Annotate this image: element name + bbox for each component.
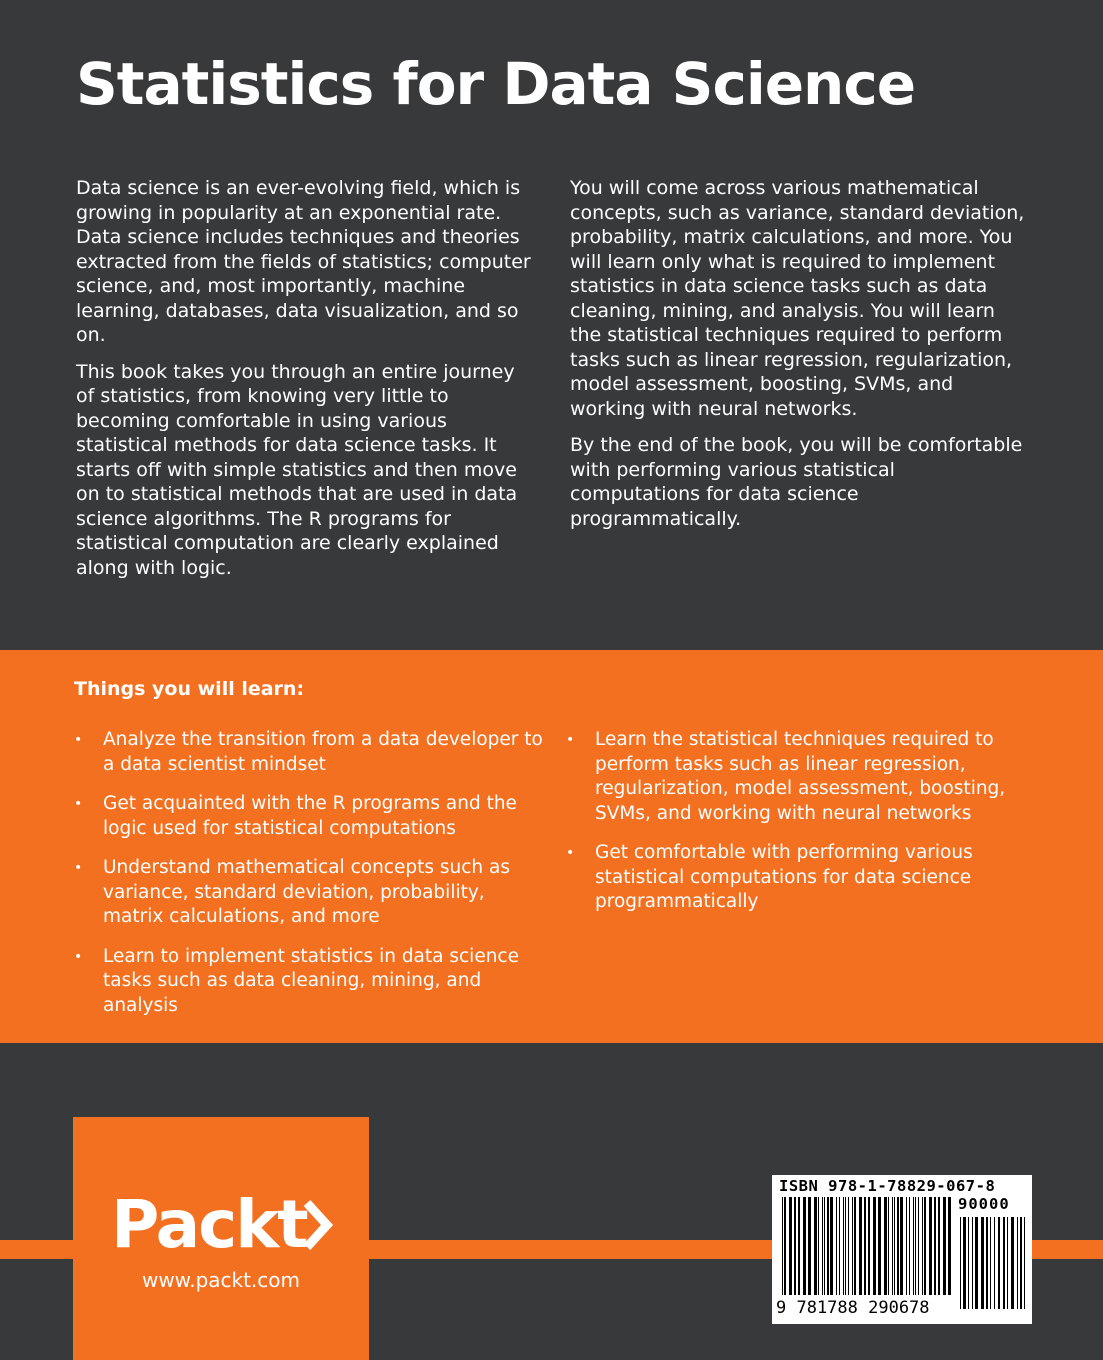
barcode-bar	[894, 1197, 895, 1295]
barcode-bar	[859, 1197, 862, 1295]
ean-digits: 9 781788 290678	[776, 1298, 930, 1318]
learn-heading: Things you will learn:	[74, 678, 305, 700]
learn-list-right	[566, 728, 1046, 930]
list-item-text: Learn to implement statistics in data science tasks such as data cleaning, mining, and analysis	[103, 945, 519, 1016]
barcode-bar	[929, 1197, 932, 1295]
barcode-bar	[843, 1197, 844, 1295]
description-paragraph: By the end of the book, you will be comfortable with performing various statistical computations for data science programmatically.	[570, 434, 1023, 530]
barcode-bar	[922, 1197, 923, 1295]
description-left-column	[76, 176, 536, 592]
barcode-bar	[854, 1197, 856, 1295]
barcode-bar	[1011, 1217, 1014, 1309]
isbn-number: ISBN 978-1-78829-067-8	[779, 1177, 996, 1195]
barcode-bar	[986, 1217, 988, 1309]
barcode-bar	[808, 1197, 811, 1295]
barcode-bar	[998, 1217, 1000, 1309]
barcode-bar	[938, 1197, 940, 1295]
barcode-bar	[803, 1197, 806, 1295]
barcode-bar	[972, 1217, 973, 1309]
barcode-bar	[981, 1217, 984, 1309]
barcode-bar	[934, 1197, 936, 1295]
bullet-icon: •	[74, 796, 83, 812]
barcode-bar	[784, 1197, 786, 1295]
barcode-bar	[960, 1217, 961, 1309]
bullet-icon: •	[74, 948, 83, 965]
barcode-bar	[900, 1197, 903, 1295]
price-code: 90000	[958, 1195, 1010, 1213]
barcode-bar	[1020, 1217, 1022, 1309]
barcode-bar	[990, 1217, 991, 1309]
barcode-bar	[906, 1197, 907, 1295]
description-paragraph: Data science is an ever-evolving field, which is growing in popularity at an exponential rate. Data science includes techniques and theories extracted from the fields of statistics; computer science, and, most importantly, machine learning, databases, data visualization, and so on.	[76, 177, 531, 346]
barcode-bar	[798, 1197, 800, 1295]
barcode-bar	[975, 1217, 978, 1309]
isbn-barcode	[772, 1175, 1032, 1324]
barcode-bar	[873, 1197, 876, 1295]
barcode-bar	[884, 1197, 887, 1295]
list-item	[74, 792, 544, 841]
list-item-text: Learn the statistical techniques required to perform tasks such as linear regression, regularization, model assessment, boosting, SVMs, and working with neural networks	[595, 729, 1006, 824]
list-item-text: Get comfortable with performing various statistical computations for data science programmatically	[595, 842, 973, 912]
barcode-bar	[827, 1197, 829, 1295]
bullet-icon: •	[74, 732, 83, 748]
bullet-icon: •	[566, 845, 575, 861]
list-item-text: Get acquainted with the R programs and the logic used for statistical computations	[103, 793, 517, 839]
barcode-bar	[789, 1197, 792, 1295]
barcode-bar	[892, 1197, 893, 1295]
list-item	[74, 728, 544, 777]
barcode-bar	[1003, 1217, 1005, 1309]
list-item-text: Analyze the transition from a data developer to a data scientist mindset	[103, 729, 543, 775]
barcode-bar	[814, 1197, 817, 1295]
description-right-column	[570, 176, 1025, 543]
barcode-bar	[913, 1197, 914, 1295]
barcode-bar	[918, 1197, 919, 1295]
barcode-bar	[1017, 1217, 1018, 1309]
barcode-bar	[963, 1217, 966, 1309]
publisher-logo-box	[73, 1117, 369, 1360]
book-title: Statistics for Data Science	[76, 50, 916, 118]
barcode-bar	[948, 1197, 951, 1295]
barcode-bar	[824, 1197, 825, 1295]
list-item-text: Understand mathematical concepts such as variance, standard deviation, probability, matrix calculations, and more	[103, 857, 510, 927]
barcode-bar	[794, 1197, 796, 1295]
list-item	[74, 856, 544, 930]
barcode-bar	[994, 1217, 995, 1309]
barcode-bar	[1007, 1217, 1008, 1309]
barcode-bar	[915, 1197, 916, 1295]
barcode-bar	[782, 1197, 783, 1295]
list-item	[566, 728, 1046, 826]
list-item	[74, 945, 544, 1019]
barcode-bar	[968, 1217, 969, 1309]
barcode-bar	[822, 1197, 823, 1295]
barcode-bar	[845, 1197, 846, 1295]
learn-list-left	[74, 728, 544, 1033]
barcode-bar	[897, 1197, 899, 1295]
barcode-bar	[864, 1197, 866, 1295]
barcode-bar	[924, 1197, 926, 1295]
bullet-icon: •	[74, 860, 83, 876]
barcode-bar	[852, 1197, 853, 1295]
barcode-bar	[909, 1197, 910, 1295]
barcode-bar	[878, 1197, 881, 1295]
barcode-bar	[888, 1197, 889, 1295]
barcode-bar	[836, 1197, 837, 1295]
description-paragraph: This book takes you through an entire journey of statistics, from knowing very little to becoming comfortable in using various statistical methods for data science tasks. It starts off with simple statistics and then move on to statistical methods that are used in data science algorithms. The R programs for statistical computation are clearly explained along with logic.	[76, 360, 518, 579]
barcode-bar	[830, 1197, 833, 1295]
bullet-icon: •	[566, 732, 575, 748]
list-item	[566, 841, 1046, 915]
publisher-logo-wordmark: Packt	[111, 1186, 307, 1263]
barcode-bar	[839, 1197, 840, 1295]
publisher-url: www.packt.com	[141, 1268, 301, 1292]
barcode-bar	[848, 1197, 849, 1295]
publisher-logo	[73, 1117, 369, 1360]
barcode-bar	[868, 1197, 870, 1295]
barcode-bar	[818, 1197, 819, 1295]
barcode-bar	[943, 1197, 946, 1295]
barcode-bar	[1024, 1217, 1025, 1309]
chevron-right-icon	[307, 1203, 327, 1247]
description-paragraph: You will come across various mathematical concepts, such as variance, standard deviation, probability, matrix calculations, and more. You will learn only what is required to implement statistics in data science tasks such as data cleaning, mining, and analysis. You will learn the statistical techniques required to perform tasks such as linear regression, regularization, model assessment, boosting, SVMs, and working with neural networks.	[570, 177, 1025, 420]
